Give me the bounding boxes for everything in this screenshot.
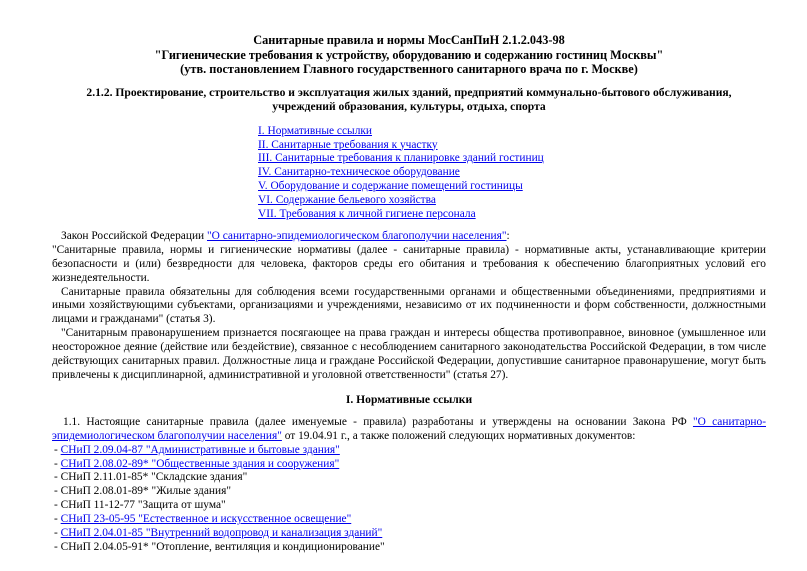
toc-link-1[interactable]: I. Нормативные ссылки [258,124,373,137]
doc-text: СНиП 2.08.01-89* "Жилые здания" [60,485,231,498]
section-heading: 2.1.2. Проектирование, строительство и эксплуатация жилых зданий, предприятий коммунально-бытового обслуживания, учреждений образования, культуры, отдыха, спорта [86,85,732,114]
intro-paragraph-1: "Санитарные правила, нормы и гигиенические нормативы (далее - санитарные правила) - нормативные акты, устанавливающие критерии безопасности и (или) безвредности для человека, факторов среды его обитания и требования к обеспечению благоприятных условий его жизнедеятельности. [52,243,766,284]
intro-lead-end: : [506,229,510,242]
doc-text: СНиП 11-12-77 "Защита от шума" [60,499,226,512]
table-of-contents [258,125,766,222]
document-header [52,0,766,77]
intro-lead [52,230,766,244]
doc-list-item [54,444,766,458]
list-dash: - [54,457,61,470]
chapter-1-paragraph [52,416,766,444]
doc-text: СНиП 2.04.05-91* "Отопление, вентиляция и кондиционирование" [60,540,385,553]
toc-item [258,194,766,208]
list-dash: - [54,527,61,540]
doc-text: СНиП 2.11.01-85* "Складские здания" [60,471,248,484]
doc-link[interactable]: СНиП 2.08.02-89* "Общественные здания и сооружения" [60,457,340,470]
toc-link-3[interactable]: III. Санитарные требования к планировке зданий гостиниц [258,152,544,165]
list-dash: - [54,471,61,484]
intro-lead-text: Закон Российской Федерации [61,229,207,242]
chapter-1-text [52,416,766,444]
toc-link-5[interactable]: V. Оборудование и содержание помещений гостиницы [258,180,523,193]
list-dash: - [54,443,61,456]
doc-list-item [54,499,766,513]
doc-list-item [54,471,766,485]
doc-list-item [54,485,766,499]
approval-note: (утв. постановлением Главного государственного санитарного врача по г. Москве) [180,62,638,77]
chapter-1-p-start: 1.1. Настоящие санитарные правила (далее именуемые - правила) разработаны и утверждены на основании Закона РФ [63,415,693,428]
doc-link[interactable]: СНиП 23-05-95 "Естественное и искусственное освещение" [60,513,352,526]
toc-link-6[interactable]: VI. Содержание бельевого хозяйства [258,194,436,207]
document-subtitle: "Гигиенические требования к устройству, оборудованию и содержанию гостиниц Москвы" [154,47,664,62]
toc-item [258,180,766,194]
chapter-1-heading: I. Нормативные ссылки [345,392,473,406]
intro-text [52,230,766,383]
chapter-1-p-end: от 19.04.91 г., а также положений следующих нормативных документов: [281,429,636,442]
doc-list-item [54,513,766,527]
doc-list-item [54,458,766,472]
toc-item [258,166,766,180]
law-link[interactable]: "О санитарно-эпидемиологическом благополучии населения" [206,229,507,242]
intro-paragraph-2: Санитарные правила обязательны для соблюдения всеми государственными органами и общественными объединениями, предприятиями и иными хозяйствующими субъектами, организациями и учреждениями, независимо от их подчиненности и форм собственности, должностными лицами и гражданами" (статья 3). [52,285,766,326]
list-dash: - [54,513,61,526]
doc-list-item [54,527,766,541]
toc-item [258,125,766,139]
toc-link-2[interactable]: II. Санитарные требования к участку [258,138,438,151]
toc-link-7[interactable]: VII. Требования к личной гигиене персонала [258,208,476,221]
doc-link[interactable]: СНиП 2.09.04-87 "Административные и бытовые здания" [60,443,340,456]
document-title: Санитарные правила и нормы МосСанПиН 2.1.2.043-98 [253,33,565,47]
doc-link[interactable]: СНиП 2.04.01-85 "Внутренний водопровод и канализация зданий" [60,527,383,540]
toc-item [258,139,766,153]
toc-link-4[interactable]: IV. Санитарно-техническое оборудование [258,166,460,179]
intro-paragraph-3: "Санитарным правонарушением признается посягающее на права граждан и интересы общества противоправное, виновное (умышленное или неосторожное деяние (действие или бездействие), связанное с несоблюдением санитарного законодательства Российской Федерации, в том числе действующих санитарных правил. Должностные лица и граждане Российской Федерации, допустившие санитарное правонарушение, могут быть привлечены к дисциплинарной, административной и уголовной ответственности" (статья 27). [52,327,766,381]
list-dash: - [54,485,61,498]
doc-list-item [54,541,766,555]
normative-docs-list [52,444,766,555]
toc-item [258,152,766,166]
toc-item [258,208,766,222]
list-dash: - [54,540,61,553]
list-dash: - [54,499,61,512]
law-link-2[interactable]: "О санитарно-эпидемиологическом благополучии населения" [52,415,766,442]
